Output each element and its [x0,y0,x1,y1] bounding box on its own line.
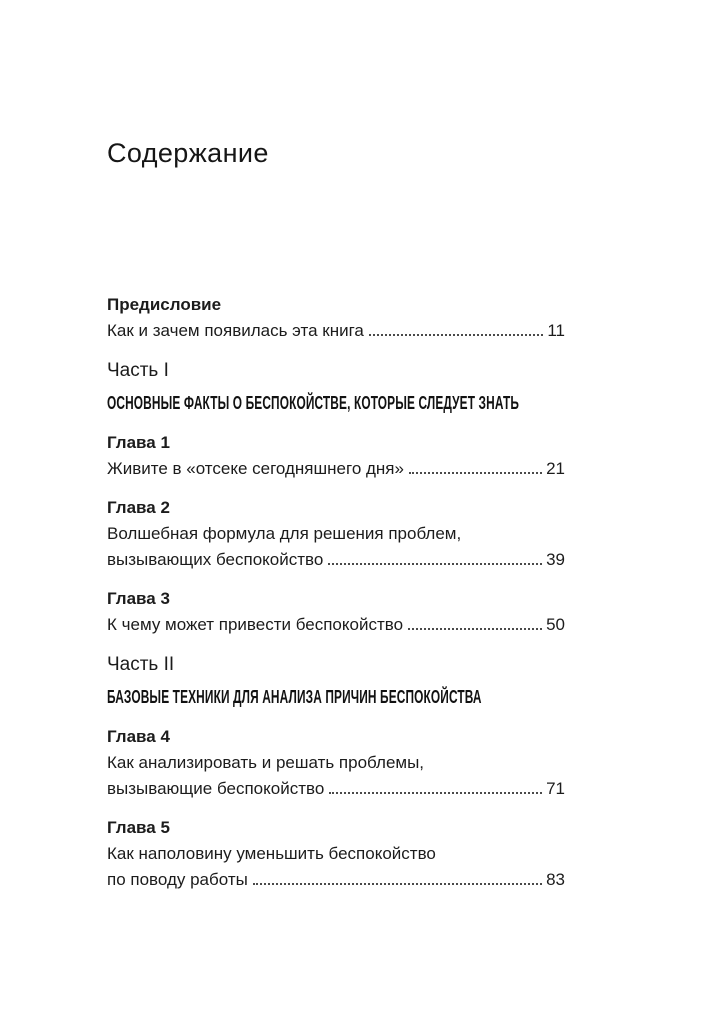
entry-line [107,318,565,344]
entry-text: вызывающие беспокойство [107,779,325,798]
part-label: Часть I [107,360,169,381]
page-number: 83 [546,870,565,889]
page-number: 71 [546,779,565,798]
entry-heading: Предисловие [107,295,222,314]
entry-heading: Глава 1 [107,433,170,452]
entry-text: Живите в «отсеке сегодняшнего дня» [107,459,404,478]
entry-line [107,776,565,802]
toc-part [107,651,565,709]
entry-text: Как анализировать и решать проблемы, [107,753,425,772]
page-number: 50 [546,615,565,634]
toc-entry [107,430,565,482]
part-label: Часть II [107,654,175,675]
leader-dots [328,563,542,565]
entry-text: Как наполовину уменьшить беспокойство [107,844,436,863]
entry-text: Как и зачем появилась эта книга [107,321,364,340]
entry-text: Волшебная формула для решения проблем, [107,524,462,543]
entry-heading: Глава 4 [107,727,170,746]
entry-line [107,547,565,573]
toc-part [107,357,565,415]
entry-heading: Глава 3 [107,589,170,608]
toc-entry [107,292,565,344]
toc-entry [107,586,565,638]
entry-text: вызывающих беспокойство [107,550,324,569]
leader-dots [409,472,542,474]
entry-line [107,867,565,893]
page-number: 21 [546,459,565,478]
part-title: ОСНОВНЫЕ ФАКТЫ О БЕСПОКОЙСТВЕ, КОТОРЫЕ СЛЕДУЕТ ЗНАТЬ [107,393,520,413]
page-number: 39 [546,550,565,569]
leader-dots [408,628,542,630]
entry-line [107,456,565,482]
leader-dots [369,334,543,336]
entry-heading: Глава 5 [107,818,170,837]
entry-text: К чему может привести беспокойство [107,615,404,634]
toc-list [107,292,565,893]
part-title: БАЗОВЫЕ ТЕХНИКИ ДЛЯ АНАЛИЗА ПРИЧИН БЕСПОКОЙСТВА [107,687,482,707]
leader-dots [329,792,542,794]
toc-entry [107,495,565,573]
entry-line [107,612,565,638]
entry-text: по поводу работы [107,870,248,889]
page-title: Содержание [107,138,269,168]
toc-entry [107,724,565,802]
leader-dots [253,883,542,885]
entry-heading: Глава 2 [107,498,170,517]
toc-entry [107,815,565,893]
page-number: 11 [547,321,565,340]
